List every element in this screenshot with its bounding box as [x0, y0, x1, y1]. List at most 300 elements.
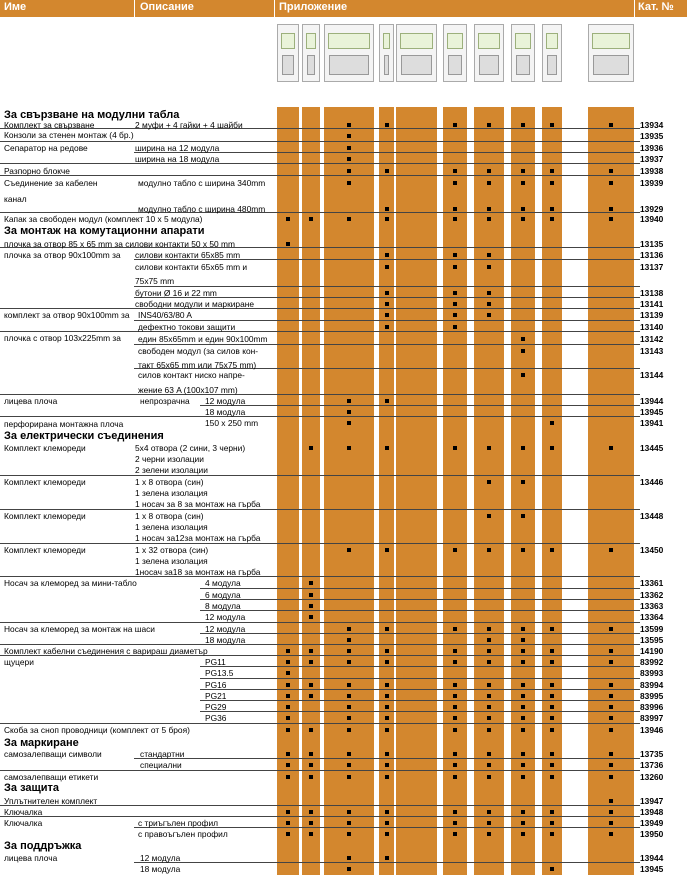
compatibility-mark — [487, 832, 491, 836]
compatibility-mark — [347, 867, 351, 871]
product-thumbnail-enclosure-small — [302, 24, 320, 82]
header-catalog-number: Кат. № — [638, 1, 674, 13]
compatibility-mark — [347, 169, 351, 173]
header-name: Име — [4, 1, 27, 13]
compatibility-mark — [309, 821, 313, 825]
catalog-number: 13138 — [640, 288, 664, 298]
application-column — [277, 107, 299, 875]
row-label: силов контакт ниско напре- — [138, 370, 245, 380]
catalog-number: 13945 — [640, 864, 664, 874]
catalog-number: 13735 — [640, 749, 664, 759]
compatibility-mark — [487, 638, 491, 642]
catalog-number: 13142 — [640, 334, 664, 344]
compatibility-mark — [487, 775, 491, 779]
compatibility-mark — [609, 207, 613, 211]
compatibility-mark — [550, 867, 554, 871]
row-divider — [200, 711, 640, 712]
compatibility-mark — [309, 217, 313, 221]
compatibility-mark — [521, 660, 525, 664]
thumbnail-panel — [478, 33, 500, 49]
compatibility-mark — [385, 325, 389, 329]
row-label: плочка с отвор 103x225mm за — [4, 333, 121, 343]
compatibility-mark — [521, 832, 525, 836]
compatibility-mark — [453, 660, 457, 664]
row-label: бутони Ø 16 и 22 mm — [135, 288, 217, 298]
compatibility-mark — [453, 728, 457, 732]
compatibility-mark — [550, 694, 554, 698]
row-label: PG13.5 — [205, 668, 234, 678]
thumbnail-socket — [384, 55, 389, 75]
catalog-number: 13934 — [640, 120, 664, 130]
compatibility-mark — [609, 660, 613, 664]
row-label: 6 модула — [205, 590, 241, 600]
compatibility-mark — [609, 683, 613, 687]
compatibility-mark — [521, 705, 525, 709]
thumbnail-socket — [479, 55, 499, 75]
application-column — [511, 107, 535, 875]
compatibility-mark — [385, 313, 389, 317]
row-divider — [200, 610, 640, 611]
catalog-number: 13450 — [640, 545, 664, 555]
compatibility-mark — [453, 627, 457, 631]
compatibility-mark — [385, 660, 389, 664]
row-divider — [134, 320, 640, 321]
catalog-number: 13946 — [640, 725, 664, 735]
row-label: Комплект клемореди — [4, 511, 86, 521]
row-label: лицева плоча — [4, 853, 58, 863]
compatibility-mark — [347, 134, 351, 138]
row-label: 1 x 8 отвора (син) — [135, 511, 204, 521]
product-thumbnail-enclosure-1x2-with-sockets — [277, 24, 299, 82]
row-label: 2 муфи + 4 гайки + 4 шайби — [135, 120, 243, 130]
compatibility-mark — [521, 627, 525, 631]
compatibility-mark — [487, 302, 491, 306]
row-label: Разпорно блокче — [4, 166, 70, 176]
product-thumbnail-enclosure-large-door — [588, 24, 634, 82]
compatibility-mark — [521, 649, 525, 653]
compatibility-mark — [286, 775, 290, 779]
compatibility-mark — [609, 799, 613, 803]
compatibility-mark — [309, 604, 313, 608]
compatibility-mark — [309, 660, 313, 664]
compatibility-mark — [487, 763, 491, 767]
product-thumbnail-enclosure-sockets-grid — [379, 24, 394, 82]
catalog-number: 13950 — [640, 829, 664, 839]
compatibility-mark — [286, 728, 290, 732]
compatibility-mark — [453, 821, 457, 825]
product-thumbnail-enclosure-socket-double — [511, 24, 535, 82]
compatibility-mark — [521, 694, 525, 698]
compatibility-mark — [347, 399, 351, 403]
compatibility-mark — [487, 446, 491, 450]
section-heading: За поддръжка — [4, 840, 82, 852]
compatibility-mark — [347, 410, 351, 414]
compatibility-mark — [487, 181, 491, 185]
thumbnail-panel — [447, 33, 463, 49]
catalog-number: 13937 — [640, 154, 664, 164]
compatibility-mark — [309, 810, 313, 814]
row-divider — [200, 633, 640, 634]
compatibility-mark — [550, 728, 554, 732]
compatibility-mark — [487, 480, 491, 484]
product-thumbnail-enclosure-wide — [396, 24, 437, 82]
compatibility-mark — [609, 123, 613, 127]
compatibility-mark — [453, 548, 457, 552]
row-label: силови контакти 65x85 mm — [135, 250, 241, 260]
compatibility-mark — [453, 683, 457, 687]
catalog-number: 13260 — [640, 772, 664, 782]
row-label: 18 модула — [205, 635, 246, 645]
row-label: самозалепващи етикети — [4, 772, 99, 782]
compatibility-mark — [550, 705, 554, 709]
catalog-number: 13361 — [640, 578, 664, 588]
compatibility-mark — [487, 705, 491, 709]
compatibility-mark — [550, 716, 554, 720]
compatibility-mark — [487, 265, 491, 269]
thumbnail-socket — [401, 55, 432, 75]
catalog-number: 13445 — [640, 443, 664, 453]
compatibility-mark — [487, 694, 491, 698]
compatibility-mark — [347, 694, 351, 698]
compatibility-mark — [347, 548, 351, 552]
compatibility-mark — [521, 480, 525, 484]
compatibility-mark — [521, 752, 525, 756]
compatibility-mark — [550, 660, 554, 664]
row-label: 150 x 250 mm — [205, 418, 259, 428]
catalog-number: 13948 — [640, 807, 664, 817]
catalog-number: 13144 — [640, 370, 664, 380]
catalog-number: 13143 — [640, 346, 664, 356]
row-label: свободен модул (за силов кон- — [138, 346, 259, 356]
compatibility-mark — [550, 169, 554, 173]
row-label: ширина на 18 модула — [135, 154, 220, 164]
thumbnail-panel — [400, 33, 433, 49]
compatibility-mark — [453, 775, 457, 779]
row-label: щуцери — [4, 657, 34, 667]
row-divider — [0, 475, 640, 476]
compatibility-mark — [609, 763, 613, 767]
compatibility-mark — [453, 716, 457, 720]
row-label: 18 модула — [205, 407, 246, 417]
compatibility-mark — [453, 217, 457, 221]
compatibility-mark — [521, 446, 525, 450]
compatibility-mark — [487, 207, 491, 211]
compatibility-mark — [487, 253, 491, 257]
thumbnail-panel — [328, 33, 370, 49]
thumbnail-panel — [281, 33, 295, 49]
row-label: Уплътнителен комплект — [4, 796, 98, 806]
catalog-number: 13938 — [640, 166, 664, 176]
compatibility-mark — [453, 313, 457, 317]
row-label: такт 65x65 mm или 75x75 mm) — [138, 360, 257, 370]
row-label: лицева плоча — [4, 396, 58, 406]
compatibility-mark — [609, 775, 613, 779]
table-header — [0, 0, 687, 17]
header-divider — [634, 0, 635, 17]
compatibility-mark — [487, 810, 491, 814]
section-heading: За защита — [4, 782, 60, 794]
compatibility-mark — [309, 694, 313, 698]
row-divider — [0, 509, 640, 510]
row-label: модулно табло с ширина 480mm — [138, 204, 266, 214]
compatibility-mark — [385, 649, 389, 653]
compatibility-mark — [550, 752, 554, 756]
thumbnail-panel — [383, 33, 390, 49]
row-label: Конзоли за стенен монтаж (4 бр.) — [4, 130, 134, 140]
application-column — [302, 107, 320, 875]
row-divider — [200, 666, 640, 667]
row-divider — [0, 175, 640, 176]
row-divider — [200, 599, 640, 600]
compatibility-mark — [385, 217, 389, 221]
section-heading: За свързване на модулни табла — [4, 109, 180, 121]
row-divider — [134, 862, 640, 863]
compatibility-mark — [347, 821, 351, 825]
compatibility-mark — [286, 242, 290, 246]
row-divider — [0, 622, 640, 623]
row-divider — [200, 405, 640, 406]
thumbnail-panel — [306, 33, 316, 49]
compatibility-mark — [550, 217, 554, 221]
catalog-number: 13939 — [640, 178, 664, 188]
header-description: Описание — [140, 1, 194, 13]
compatibility-mark — [347, 660, 351, 664]
row-label: специални — [140, 760, 182, 770]
compatibility-mark — [521, 373, 525, 377]
header-divider — [134, 0, 135, 17]
compatibility-mark — [309, 832, 313, 836]
compatibility-mark — [347, 649, 351, 653]
compatibility-mark — [385, 302, 389, 306]
application-column — [324, 107, 374, 875]
compatibility-mark — [609, 728, 613, 732]
row-divider — [0, 331, 640, 332]
row-label: 1 зелена изолация — [135, 522, 208, 532]
catalog-number: 83995 — [640, 691, 664, 701]
compatibility-mark — [309, 581, 313, 585]
compatibility-mark — [309, 446, 313, 450]
compatibility-mark — [609, 446, 613, 450]
row-label: канал — [4, 194, 27, 204]
compatibility-mark — [286, 810, 290, 814]
catalog-number: 13736 — [640, 760, 664, 770]
compatibility-mark — [609, 548, 613, 552]
compatibility-mark — [347, 683, 351, 687]
compatibility-mark — [385, 265, 389, 269]
compatibility-mark — [521, 716, 525, 720]
row-divider — [0, 212, 640, 213]
compatibility-mark — [521, 763, 525, 767]
thumbnail-socket — [593, 55, 629, 75]
catalog-number: 13941 — [640, 418, 664, 428]
compatibility-mark — [347, 763, 351, 767]
compatibility-mark — [286, 671, 290, 675]
catalog-number: 13944 — [640, 853, 664, 863]
row-label: 18 модула — [140, 864, 181, 874]
row-divider — [134, 758, 640, 759]
row-divider — [200, 689, 640, 690]
row-label: PG21 — [205, 691, 227, 701]
row-divider — [0, 543, 640, 544]
product-thumbnail-enclosure-sockets-pair-b — [542, 24, 562, 82]
compatibility-mark — [385, 627, 389, 631]
row-label: 1 зелена изолация — [135, 488, 208, 498]
row-label: комплект за отвор 90x100mm за — [4, 310, 130, 320]
catalog-number: 83997 — [640, 713, 664, 723]
compatibility-mark — [550, 421, 554, 425]
compatibility-mark — [487, 313, 491, 317]
row-label: силови контакти 65x65 mm и — [135, 262, 248, 272]
compatibility-mark — [385, 716, 389, 720]
compatibility-mark — [309, 763, 313, 767]
compatibility-mark — [347, 705, 351, 709]
row-label: свободни модули и маркиране — [135, 299, 255, 309]
row-label: Носач за клеморед за монтаж на шаси — [4, 624, 155, 634]
row-label: 4 модула — [205, 578, 241, 588]
catalog-number: 83996 — [640, 702, 664, 712]
compatibility-mark — [309, 649, 313, 653]
catalog-number: 14190 — [640, 646, 664, 656]
compatibility-mark — [286, 649, 290, 653]
header-application: Приложение — [279, 1, 348, 13]
compatibility-mark — [487, 752, 491, 756]
row-label: 1носач за18 за монтаж на гърба — [135, 567, 261, 577]
row-label: Комплект кабелни съединения с варираш диаметър — [4, 646, 208, 656]
compatibility-mark — [521, 207, 525, 211]
compatibility-mark — [609, 627, 613, 631]
compatibility-mark — [609, 821, 613, 825]
compatibility-mark — [453, 752, 457, 756]
catalog-number: 13947 — [640, 796, 664, 806]
compatibility-mark — [286, 683, 290, 687]
compatibility-mark — [385, 821, 389, 825]
row-label: PG29 — [205, 702, 227, 712]
row-label: модулно табло с ширина 340mm — [138, 178, 266, 188]
compatibility-mark — [453, 649, 457, 653]
row-label: 12 модула — [140, 853, 181, 863]
compatibility-mark — [453, 169, 457, 173]
compatibility-mark — [487, 821, 491, 825]
compatibility-mark — [347, 832, 351, 836]
row-label: 1 зелена изолация — [135, 556, 208, 566]
compatibility-mark — [347, 421, 351, 425]
compatibility-mark — [487, 660, 491, 664]
compatibility-mark — [347, 810, 351, 814]
compatibility-mark — [309, 752, 313, 756]
compatibility-mark — [286, 832, 290, 836]
compatibility-mark — [521, 810, 525, 814]
compatibility-mark — [385, 207, 389, 211]
compatibility-mark — [347, 217, 351, 221]
thumbnail-socket — [329, 55, 369, 75]
compatibility-mark — [286, 705, 290, 709]
compatibility-mark — [550, 649, 554, 653]
catalog-number: 13599 — [640, 624, 664, 634]
catalog-number: 13595 — [640, 635, 664, 645]
row-divider — [0, 163, 640, 164]
header-divider — [274, 0, 275, 17]
compatibility-mark — [453, 123, 457, 127]
catalog-number: 13135 — [640, 239, 664, 249]
catalog-number: 13139 — [640, 310, 664, 320]
compatibility-mark — [309, 593, 313, 597]
catalog-number: 13136 — [640, 250, 664, 260]
row-label: Комплект клемореди — [4, 545, 86, 555]
compatibility-mark — [609, 694, 613, 698]
compatibility-mark — [385, 123, 389, 127]
section-heading: За електрически съединения — [4, 430, 164, 442]
catalog-number: 13362 — [640, 590, 664, 600]
compatibility-mark — [453, 265, 457, 269]
compatibility-mark — [521, 181, 525, 185]
row-label: Ключалка — [4, 818, 43, 828]
row-label: един 85x65mm и един 90x100mm — [138, 334, 268, 344]
row-label: стандартни — [140, 749, 185, 759]
catalog-number: 13944 — [640, 396, 664, 406]
catalog-number: 13446 — [640, 477, 664, 487]
compatibility-mark — [347, 638, 351, 642]
row-label: PG16 — [205, 680, 227, 690]
compatibility-mark — [453, 325, 457, 329]
thumbnail-socket — [448, 55, 462, 75]
product-thumbnail-enclosure-2-rows — [324, 24, 374, 82]
compatibility-mark — [487, 716, 491, 720]
row-divider — [0, 394, 640, 395]
section-heading: За маркиране — [4, 737, 79, 749]
compatibility-mark — [347, 856, 351, 860]
catalog-number: 13448 — [640, 511, 664, 521]
row-label: жение 63 A (100x107 mm) — [138, 385, 238, 395]
compatibility-mark — [521, 638, 525, 642]
compatibility-mark — [385, 253, 389, 257]
catalog-number: 13363 — [640, 601, 664, 611]
compatibility-mark — [453, 253, 457, 257]
row-label: самозалепващи символи — [4, 749, 102, 759]
compatibility-mark — [385, 775, 389, 779]
application-column — [379, 107, 394, 875]
row-divider — [0, 308, 640, 309]
compatibility-mark — [609, 217, 613, 221]
compatibility-mark — [521, 514, 525, 518]
compatibility-mark — [385, 810, 389, 814]
row-label: Ключалка — [4, 807, 43, 817]
catalog-number: 13935 — [640, 131, 664, 141]
compatibility-mark — [286, 694, 290, 698]
compatibility-mark — [453, 446, 457, 450]
compatibility-mark — [347, 627, 351, 631]
catalog-number: 13940 — [640, 214, 664, 224]
compatibility-mark — [385, 291, 389, 295]
row-label: 2 черни изолации — [135, 454, 204, 464]
compatibility-mark — [609, 181, 613, 185]
compatibility-mark — [286, 752, 290, 756]
compatibility-mark — [550, 683, 554, 687]
row-divider — [0, 416, 640, 417]
row-divider — [0, 128, 640, 129]
compatibility-mark — [521, 548, 525, 552]
compatibility-mark — [347, 716, 351, 720]
compatibility-mark — [521, 728, 525, 732]
catalog-number: 13140 — [640, 322, 664, 332]
row-label: 2 зелени изолации — [135, 465, 208, 475]
row-label: с правоъгълен профил — [138, 829, 228, 839]
row-label: плочка за отвор 90x100mm за — [4, 250, 121, 260]
compatibility-mark — [385, 548, 389, 552]
compatibility-mark — [609, 649, 613, 653]
compatibility-mark — [385, 694, 389, 698]
catalog-number: 13929 — [640, 204, 664, 214]
thumbnail-socket — [547, 55, 557, 75]
